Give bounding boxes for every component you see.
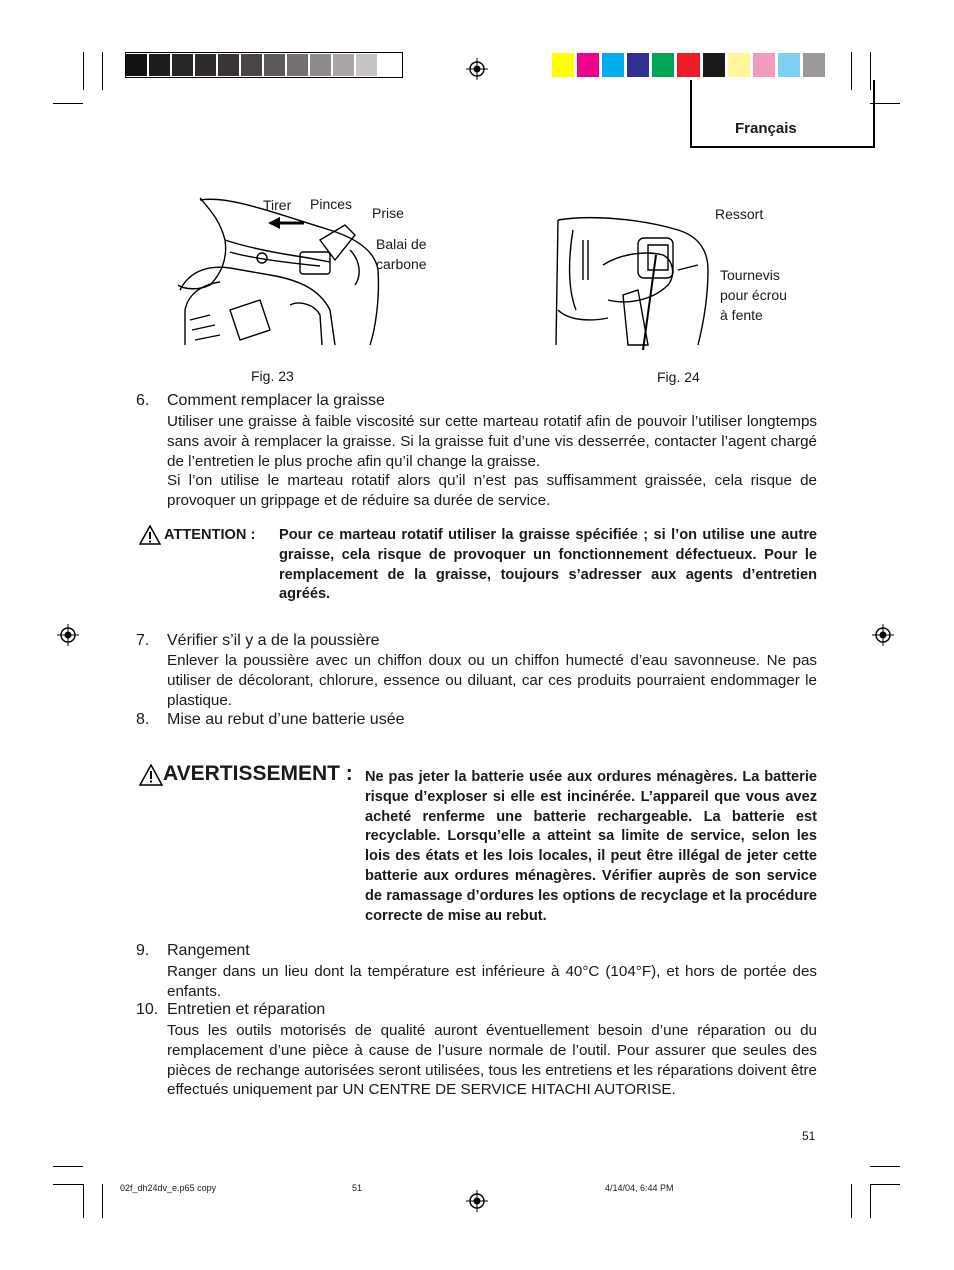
section-9-title: Rangement — [167, 942, 250, 959]
color-swatch — [652, 53, 674, 77]
fig23-label-pinces: Pinces — [310, 196, 353, 212]
gray-swatch — [379, 54, 400, 76]
crop-mark — [870, 1166, 900, 1167]
fig24-caption: Fig. 24 — [657, 369, 700, 385]
gray-calibration-bar — [125, 52, 403, 78]
section-7-body: Enlever la poussière avec un chiffon doux ou un chiffon humecté d’eau savonneuse. Ne pas utiliser de décolorant, chlorure, essence ou diluant, car ces produits pourraient endommager le plastique. — [167, 652, 817, 709]
color-swatch — [803, 53, 825, 77]
color-swatch — [703, 53, 725, 77]
fig24-label-ressort: Ressort — [715, 206, 764, 222]
footer-filename: 02f_dh24dv_e.p65 copy — [120, 1183, 217, 1193]
crop-mark — [53, 103, 83, 104]
crop-mark — [83, 1184, 84, 1218]
footer-page: 51 — [352, 1183, 363, 1193]
language-label: Français — [735, 120, 797, 137]
attention-body: Pour ce marteau rotatif utiliser la graisse spécifiée ; si l’on utilise une autre graisse, cela risque de provoquer un fonctionnement défectueux. Pour le remplacement de la graisse, toujours s’adresser aux agents d’entretien agréés. — [279, 527, 817, 603]
fig23-illustration — [170, 190, 385, 348]
avertissement-body: Ne pas jeter la batterie usée aux ordures ménagères. La batterie risque d’exploser si elle est incinérée. L’appareil que vous avez acheté renferme une batterie rechargeable. La batterie est recyclable. Lorsqu’elle a atteint sa limite de service, selon les lois des états et les lois locales, il peut être illégal de jeter cette batterie aux ordures ménagères. Vérifier auprès de son service de ramassage d’ordures les options de recyclage et la procédure correcte de mise au rebut. — [365, 769, 817, 924]
footer-date: 4/14/04, 6:44 PM — [605, 1183, 674, 1193]
page-number: 51 — [802, 1129, 816, 1143]
section-10-title: Entretien et réparation — [167, 1001, 326, 1018]
gray-swatch — [333, 54, 354, 76]
gray-swatch — [264, 54, 285, 76]
warning-triangle-icon — [139, 764, 163, 786]
gray-swatch — [356, 54, 377, 76]
gray-swatch — [195, 54, 216, 76]
crop-mark — [83, 52, 84, 90]
warning-triangle-icon — [139, 525, 161, 545]
color-swatch — [753, 53, 775, 77]
crop-mark — [870, 1184, 900, 1185]
crop-mark — [53, 1166, 83, 1167]
fig23-label-tirer: Tirer — [263, 197, 292, 213]
color-swatch — [627, 53, 649, 77]
section-10-body: Tous les outils motorisés de qualité auront éventuellement besoin d’une réparation ou du remplacement d’une pièce à cause de l’usure normale de l’outil. Pour assurer que seules des pièces de rechange autorisées seront utilisées, tous les entretiens et les réparations doivent être effectués uniquement par UN CENTRE DE SERVICE HITACHI AUTORISE. — [167, 1022, 817, 1099]
gray-swatch — [172, 54, 193, 76]
gray-swatch — [126, 54, 147, 76]
color-swatch — [728, 53, 750, 77]
gray-swatch — [310, 54, 331, 76]
registration-mark-icon — [466, 1190, 488, 1212]
fig24-illustration — [548, 210, 718, 350]
crop-mark — [53, 1184, 83, 1185]
section-7-title: Vérifier s’il y a de la poussière — [167, 632, 380, 649]
color-swatch — [602, 53, 624, 77]
arrow-left-icon — [268, 217, 304, 229]
section-9-body: Ranger dans un lieu dont la température est inférieure à 40°C (104°F), et hors de portée des enfants. — [167, 963, 817, 1000]
crop-mark — [102, 52, 103, 90]
section-8-title: Mise au rebut d’une batterie usée — [167, 711, 405, 728]
color-swatch — [677, 53, 699, 77]
color-calibration-bar — [552, 52, 828, 78]
color-swatch — [577, 53, 599, 77]
fig23-label-prise: Prise — [372, 205, 404, 221]
attention-label: ATTENTION : — [164, 527, 256, 543]
section-7-number: 7. — [136, 632, 150, 649]
fig23-label-balai: Balai de carbone — [376, 236, 427, 272]
crop-mark — [102, 1184, 103, 1218]
fig24-label-tournevis: Tournevis pour écrou à fente — [720, 267, 787, 323]
section-10-number: 10. — [136, 1001, 159, 1018]
section-6-number: 6. — [136, 392, 150, 409]
gray-swatch — [241, 54, 262, 76]
section-6-body: Utiliser une graisse à faible viscosité sur cette marteau rotatif afin de pouvoir l’utiliser longtemps sans avoir à remplacer la graisse. Si la graisse fuit d’une vis desserrée, contacter l’agent chargé de l’entretien le plus proche afin qu’il change la graisse. Si l’on utilise le marteau rotatif alors qu’il n’est pas suffisamment graissée, cela risque de provoquer un grippage et de réduire sa durée de service. — [167, 413, 817, 510]
registration-mark-icon — [466, 58, 488, 80]
gray-swatch — [149, 54, 170, 76]
registration-mark-icon — [57, 624, 79, 646]
section-9-number: 9. — [136, 942, 150, 959]
language-tab — [690, 80, 875, 148]
color-swatch — [778, 53, 800, 77]
section-6-title: Comment remplacer la graisse — [167, 392, 385, 409]
crop-mark — [851, 1184, 852, 1218]
gray-swatch — [287, 54, 308, 76]
fig23-caption: Fig. 23 — [251, 368, 294, 384]
color-swatch — [552, 53, 574, 77]
section-8-number: 8. — [136, 711, 150, 728]
gray-swatch — [218, 54, 239, 76]
registration-mark-icon — [872, 624, 894, 646]
crop-mark — [870, 1184, 871, 1218]
avertissement-label: AVERTISSEMENT : — [163, 762, 353, 785]
